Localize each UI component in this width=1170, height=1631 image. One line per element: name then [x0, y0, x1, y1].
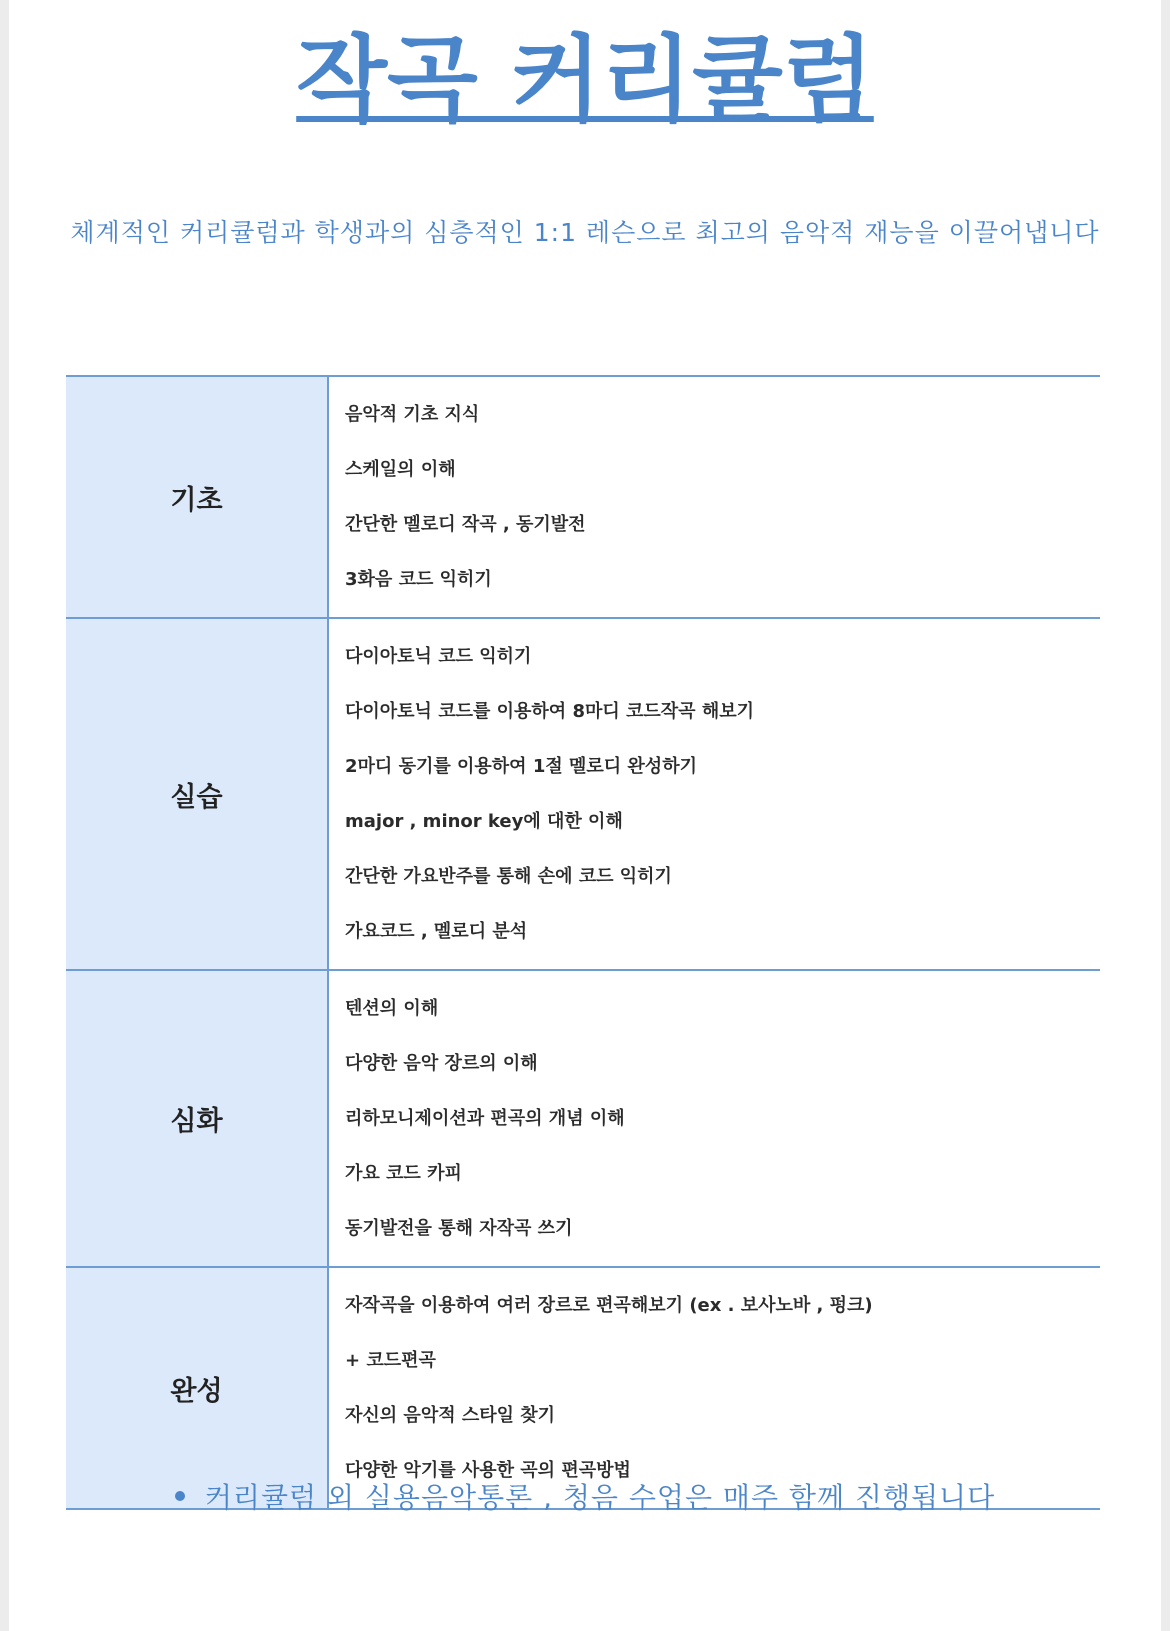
- bullet-icon: [175, 1491, 185, 1501]
- item-list: [345, 971, 1100, 1266]
- list-item: major , minor key에 대한 이해: [345, 811, 623, 832]
- list-item: 음악적 기초 지식: [345, 404, 480, 425]
- page-edge-left: [0, 0, 9, 1631]
- page-title-text: 작곡 커리큘럼: [296, 26, 874, 135]
- list-item: 3화음 코드 익히기: [345, 569, 492, 590]
- stage-items: [328, 376, 1100, 618]
- stage-items: [328, 618, 1100, 970]
- list-item: 리하모니제이션과 편곡의 개념 이해: [345, 1108, 625, 1129]
- page-subtitle: 체계적인 커리큘럼과 학생과의 심층적인 1:1 레슨으로 최고의 음악적 재능을 이끌어냅니다: [70, 218, 1100, 247]
- stage-items: [328, 1267, 1100, 1509]
- list-item: 다이아토닉 코드 익히기: [345, 646, 532, 667]
- footnote-text: 커리큘럼 외 실용음악통론 , 청음 수업은 매주 함께 진행됩니다: [204, 1481, 996, 1514]
- stage-name: 실습: [66, 618, 328, 970]
- list-item: 스케일의 이해: [345, 459, 456, 480]
- list-item: 간단한 멜로디 작곡 , 동기발전: [345, 514, 586, 535]
- list-item: 2마디 동기를 이용하여 1절 멜로디 완성하기: [345, 756, 697, 777]
- list-item: 다양한 음악 장르의 이해: [345, 1053, 538, 1074]
- list-item: 다양한 악기를 사용한 곡의 편곡방법: [345, 1460, 631, 1481]
- curriculum-table: [66, 375, 1100, 1510]
- list-item: 가요코드 , 멜로디 분석: [345, 921, 528, 942]
- list-item: 간단한 가요반주를 통해 손에 코드 익히기: [345, 866, 672, 887]
- list-item: 텐션의 이해: [345, 998, 439, 1019]
- stage-name: 완성: [66, 1267, 328, 1509]
- list-item: 가요 코드 카피: [345, 1163, 462, 1184]
- stage-name: 기초: [66, 376, 328, 618]
- page-edge-right: [1161, 0, 1170, 1631]
- item-list: [345, 377, 1100, 617]
- stage-row-completion: [66, 1267, 1100, 1509]
- stage-row-advanced: [66, 970, 1100, 1267]
- page-title: [0, 22, 1170, 140]
- footnote: [0, 1476, 1170, 1516]
- item-list: [345, 1268, 1100, 1508]
- list-item: 다이아토닉 코드를 이용하여 8마디 코드작곡 해보기: [345, 701, 755, 722]
- list-item: 자신의 음악적 스타일 찾기: [345, 1405, 556, 1426]
- stage-items: [328, 970, 1100, 1267]
- item-list: [345, 619, 1100, 969]
- list-item: 동기발전을 통해 자작곡 쓰기: [345, 1218, 573, 1239]
- list-item: + 코드편곡: [345, 1350, 436, 1371]
- stage-name: 심화: [66, 970, 328, 1267]
- stage-row-basic: [66, 376, 1100, 618]
- list-item: 자작곡을 이용하여 여러 장르로 편곡해보기 (ex . 보사노바 , 펑크): [345, 1295, 873, 1316]
- stage-row-practice: [66, 618, 1100, 970]
